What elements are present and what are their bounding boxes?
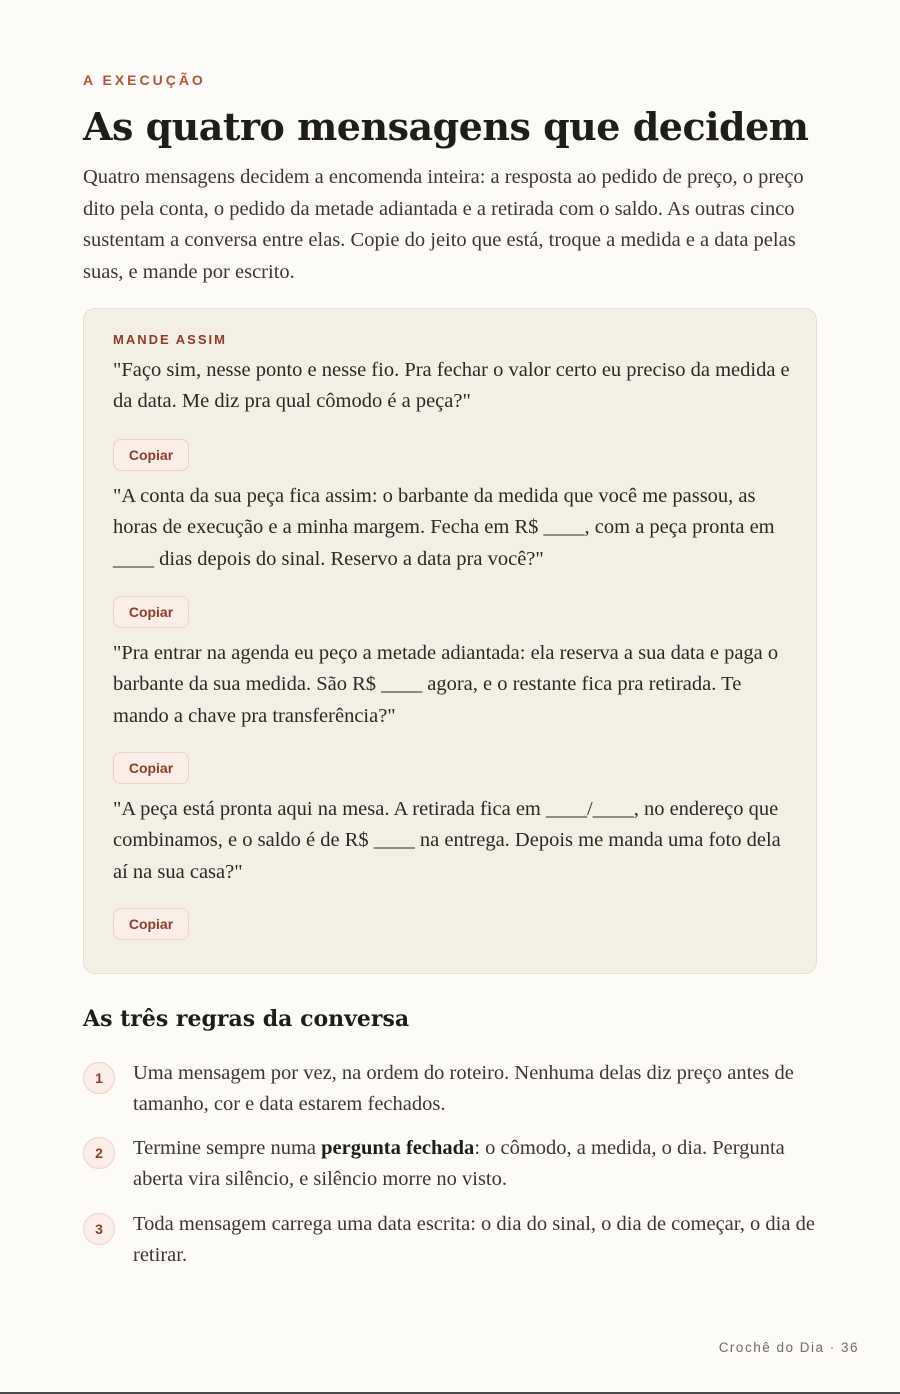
copy-button[interactable]: Copiar [113,908,189,940]
card-label: MANDE ASSIM [113,332,227,347]
page-footer: Crochê do Dia · 36 [718,1340,859,1355]
message-text: "Pra entrar na agenda eu peço a metade adiantada: ela reserva a sua data e paga o barbante da sua medida. São R$ ____ agora, e o restante fica pra retirada. Te mando a chave pra transferência?" [113,642,779,727]
message-text: "A peça está pronta aqui na mesa. A retirada fica em ____/____, no endereço que combinamos, e o saldo é de R$ ____ na entrega. Depois me manda uma foto dela aí na sua casa?" [113,798,781,883]
rule-text: Toda mensagem carrega uma data escrita: o dia do sinal, o dia de começar, o dia de retirar. [133,1213,815,1267]
copy-button[interactable]: Copiar [113,439,189,471]
page-title: As quatro mensagens que decidem [83,104,809,149]
rule-number-badge: 1 [83,1062,115,1094]
copy-button[interactable]: Copiar [113,596,189,628]
rule-number-badge: 2 [83,1137,115,1169]
rule-text: Termine sempre numa pergunta fechada: o cômodo, a medida, o dia. Pergunta aberta vira silêncio, e silêncio morre no visto. [133,1137,785,1191]
section-eyebrow: A EXECUÇÃO [83,72,206,88]
message-script-card [83,308,817,974]
intro-paragraph: Quatro mensagens decidem a encomenda inteira: a resposta ao pedido de preço, o preço dito pela conta, o pedido da metade adiantada e a retirada com o saldo. As outras cinco sustentam a conversa entre elas. Copie do jeito que está, troque a medida e a data pelas suas, e mande por escrito. [83,166,804,283]
message-text: "Faço sim, nesse ponto e nesse fio. Pra fechar o valor certo eu preciso da medida e da data. Me diz pra qual cômodo é a peça?" [113,359,790,413]
rule-emphasis: pergunta fechada [321,1137,475,1159]
rule-number-badge: 3 [83,1213,115,1245]
message-text: "A conta da sua peça fica assim: o barbante da medida que você me passou, as horas de execução e a minha margem. Fecha em R$ ____, com a peça pronta em ____ dias depois do sinal. Reservo a data pra você?" [113,485,775,570]
rules-heading: As três regras da conversa [83,1006,410,1032]
copy-button[interactable]: Copiar [113,752,189,784]
rule-text: Uma mensagem por vez, na ordem do roteiro. Nenhuma delas diz preço antes de tamanho, cor e data estarem fechados. [133,1062,794,1116]
